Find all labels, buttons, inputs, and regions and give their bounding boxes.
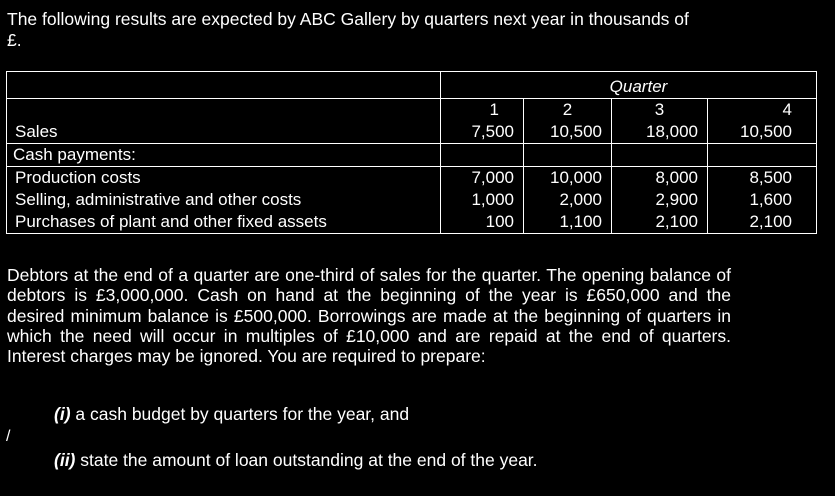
quarterly-results-table xyxy=(6,71,817,234)
intro-text: The following results are expected by ABC Gallery by quarters next year in thousands of £. xyxy=(7,9,689,50)
table-cell: 1,000 xyxy=(441,189,524,211)
requirement-item xyxy=(54,404,409,425)
table-cell: 8,000 xyxy=(612,167,708,190)
quarter-number: 2 xyxy=(524,99,612,122)
table-cell: 2,900 xyxy=(612,189,708,211)
requirement-text: state the amount of loan outstanding at the end of the year. xyxy=(75,450,538,470)
debtors-paragraph: Debtors at the end of a quarter are one-third of sales for the quarter. The opening balance of debtors is £3,000,000. Cash on hand at the beginning of the year is £650,000 and the desired minimum balance is £500,000. Borrowings are made at the beginning of quarters in which the need will occur in multiples of £10,000 and are repaid at the end of quarters. Interest charges may be ignored. You are required to prepare: xyxy=(7,265,731,367)
row-label: Purchases of plant and other fixed assets xyxy=(15,212,327,231)
requirement-item xyxy=(54,450,538,471)
requirement-marker: (i) xyxy=(54,404,71,424)
table-row xyxy=(7,144,817,167)
row-label: Sales xyxy=(15,122,58,141)
quarter-header-row xyxy=(7,76,817,99)
row-label: Cash payments: xyxy=(7,144,441,167)
table-cell: 8,500 xyxy=(708,167,817,190)
table-cell: 2,100 xyxy=(708,211,817,234)
table-cell: 7,000 xyxy=(441,167,524,190)
table-cell: 2,000 xyxy=(524,189,612,211)
table-cell: 7,500 xyxy=(441,121,524,144)
quarter-number-row xyxy=(7,99,817,122)
table-cell: 10,500 xyxy=(708,121,817,144)
table-row xyxy=(7,211,817,234)
table-row xyxy=(7,167,817,190)
quarter-number: 1 xyxy=(441,99,524,122)
table-row xyxy=(7,121,817,144)
table-cell: 10,500 xyxy=(524,121,612,144)
table-cell: 10,000 xyxy=(524,167,612,190)
stray-slash-mark: / xyxy=(6,428,11,445)
requirement-marker: (ii) xyxy=(54,450,76,470)
table-cell: 1,600 xyxy=(708,189,817,211)
quarter-number: 4 xyxy=(708,99,817,122)
quarter-heading: Quarter xyxy=(441,76,817,99)
quarter-number: 3 xyxy=(612,99,708,122)
row-label: Selling, administrative and other costs xyxy=(15,190,302,209)
table-row xyxy=(7,189,817,211)
row-label: Production costs xyxy=(7,167,441,190)
requirement-text: a cash budget by quarters for the year, and xyxy=(70,404,410,424)
table-cell: 18,000 xyxy=(612,121,708,144)
table-cell: 2,100 xyxy=(612,211,708,234)
table-cell: 1,100 xyxy=(524,211,612,234)
table-cell: 100 xyxy=(441,211,524,234)
